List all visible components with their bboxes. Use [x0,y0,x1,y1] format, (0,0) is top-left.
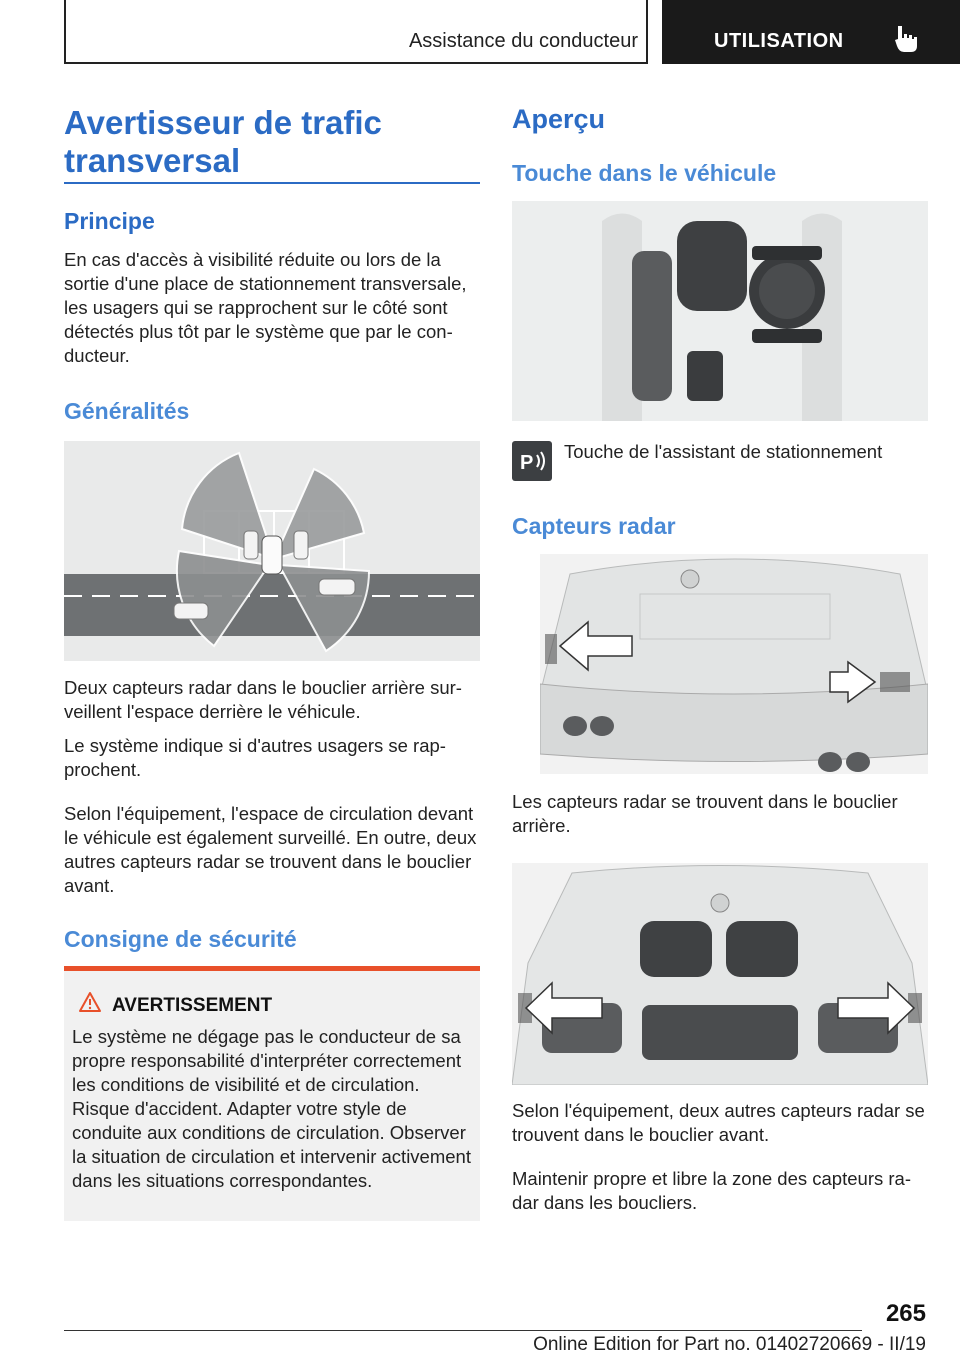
center-console-illustration [512,201,928,421]
safety-heading: Consigne de sécurité [64,926,297,952]
warning-triangle-icon [78,991,102,1013]
apercu-heading: Aperçu [512,104,606,134]
touche-heading: Touche dans le véhicule [512,160,777,186]
front-caption: Selon l'équipement, deux autres capteurs radar se trouvent dans le bouclier avant. [512,1100,925,1145]
pointing-hand-icon [892,24,922,54]
header-chapter-label: UTILISATION [714,30,844,52]
button-caption: Touche de l'assistant de stationnement [564,441,883,462]
generalites-text-2: Le système indique si d'autres usagers se rapprochent. [64,735,446,780]
radar-heading: Capteurs radar [512,513,676,539]
principe-heading: Principe [64,208,155,234]
header-section-box [64,0,648,64]
park-assist-button-icon [512,441,552,481]
clean-text: Maintenir propre et libre la zone des capteurs radar dans les boucliers. [512,1168,911,1213]
cross-traffic-illustration [64,441,480,661]
warning-box [64,971,480,1221]
generalites-text-3: Selon l'équipement, l'espace de circulation devant le véhicule est également surveillé. En outre, deux autres capteurs radar se trouvent dans le bouclier avant. [64,803,477,896]
warning-title: AVERTISSEMENT [112,995,273,1016]
front-bumper-illustration [512,863,928,1085]
footer-edition: Online Edition for Part no. 01402720669 - II/19 [533,1334,926,1355]
header-chapter-tab [662,0,960,64]
rear-bumper-illustration [540,554,928,774]
page-title: Avertisseur de trafic transversal [64,104,382,179]
warning-text: Le système ne dégage pas le conducteur de sa propre responsabilité d'interpréter correctement les conditions de visibilité et de circulation. Risque d'accident. Adapter votre style de conduite aux conditions de circulation. Observer la situation de circulation et intervenir activement dans les situations correspondantes. [72,1026,471,1191]
principe-text: En cas d'accès à visibilité réduite ou lors de la sortie d'une place de stationnement transversale, les usagers qui se rapprochent sur le côté sont détectés plus tôt par le système que par le conducteur. [64,249,467,366]
rear-caption: Les capteurs radar se trouvent dans le bouclier arrière. [512,791,898,836]
footer-rule [64,1330,862,1331]
page-number: 265 [885,1300,926,1327]
generalites-heading: Généralités [64,398,190,424]
header-section-title: Assistance du conducteur [408,30,638,52]
generalites-text-1: Deux capteurs radar dans le bouclier arrière surveillent l'espace derrière le véhicule. [64,677,462,722]
title-rule [64,182,480,184]
svg-text:P: P [520,452,534,474]
